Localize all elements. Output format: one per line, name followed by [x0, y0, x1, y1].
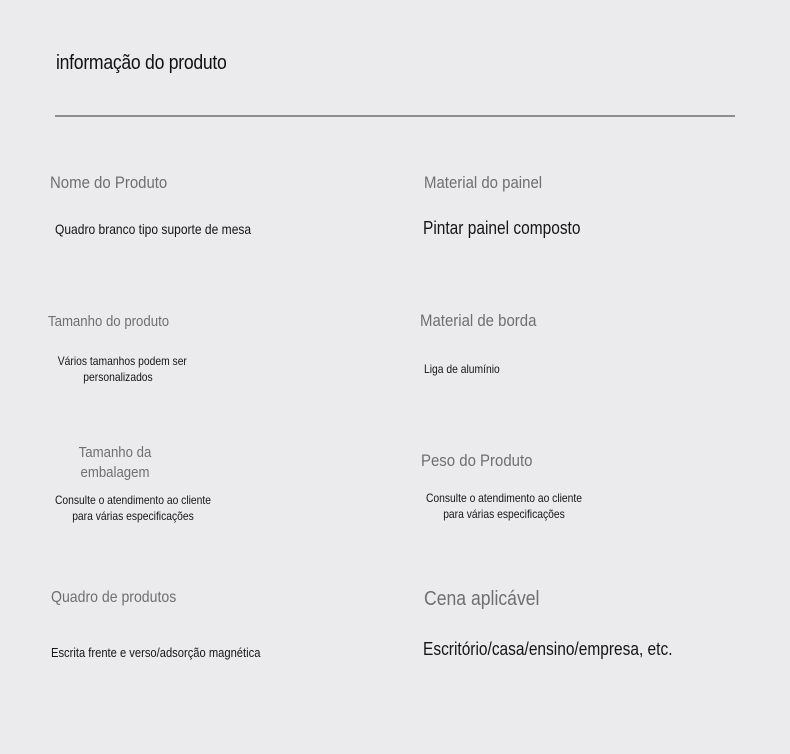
product-size-value-line1: Vários tamanhos podem ser	[57, 354, 187, 368]
applicable-scene-label: Cena aplicável	[424, 588, 540, 610]
product-frame-label: Quadro de produtos	[51, 589, 177, 606]
package-size-value	[51, 492, 214, 524]
product-weight-value-line2: para várias especificações	[443, 507, 565, 521]
product-size-value-line2: personalizados	[83, 370, 153, 384]
package-size-value-line2: para várias especificações	[72, 509, 194, 523]
title-divider	[55, 115, 735, 117]
applicable-scene-value: Escritório/casa/ensino/empresa, etc.	[423, 639, 673, 659]
edge-material-value: Liga de alumínio	[424, 362, 500, 376]
product-weight-value-line1: Consulte o atendimento ao cliente	[425, 491, 583, 505]
product-size-label: Tamanho do produto	[48, 313, 170, 330]
panel-material-value: Pintar painel composto	[423, 218, 581, 238]
product-weight-value	[422, 490, 585, 522]
package-size-label-line1: Tamanho da	[78, 444, 152, 461]
package-size-label-line2: embalagem	[80, 464, 150, 481]
product-weight-label: Peso do Produto	[421, 451, 533, 470]
product-frame-value: Escrita frente e verso/adsorção magnética	[51, 645, 261, 660]
edge-material-label: Material de borda	[420, 311, 537, 330]
package-size-value-line1: Consulte o atendimento ao cliente	[54, 493, 212, 507]
panel-material-label: Material do painel	[424, 173, 543, 192]
product-name-value: Quadro branco tipo suporte de mesa	[55, 221, 252, 237]
product-size-value	[57, 353, 187, 385]
product-name-label: Nome do Produto	[50, 173, 168, 192]
page-title: informação do produto	[56, 52, 227, 74]
package-size-label	[67, 443, 164, 483]
